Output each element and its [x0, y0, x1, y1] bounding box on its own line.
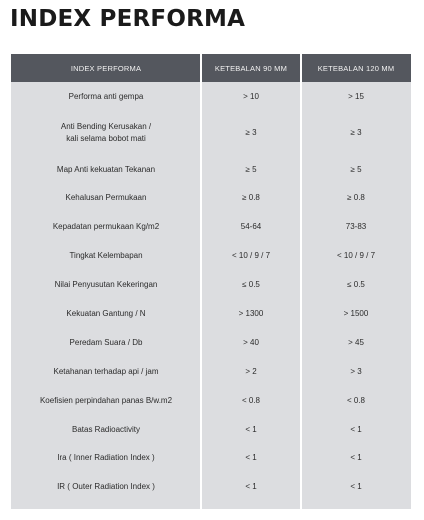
row-label: Anti Bending Kerusakan / kali selama bobot mati — [60, 122, 152, 143]
row-value-120: > 1500 — [343, 308, 369, 318]
row-value-90: < 10 / 9 / 7 — [231, 251, 271, 261]
row-value-120: < 1 — [350, 424, 362, 434]
table-row — [11, 213, 411, 242]
row-label: Ketahanan terhadap api / jam — [53, 366, 159, 376]
row-label: Peredam Suara / Db — [69, 337, 143, 347]
row-label: Ira ( Inner Radiation Index ) — [57, 453, 155, 463]
table-row — [11, 270, 411, 299]
row-value-90: 54-64 — [240, 222, 262, 232]
row-value-120: < 1 — [350, 453, 362, 463]
row-value-120: 73-83 — [345, 222, 367, 232]
row-label: IR ( Outer Radiation Index ) — [57, 482, 155, 492]
row-value-120: ≤ 0.5 — [347, 280, 365, 290]
row-value-120: ≥ 5 — [350, 164, 362, 174]
row-value-90: < 1 — [245, 482, 257, 492]
row-value-90: < 1 — [245, 453, 257, 463]
row-value-120: ≥ 0.8 — [347, 193, 365, 203]
header-ketebalan-120: KETEBALAN 120 MM — [317, 63, 395, 73]
table-row — [11, 415, 411, 444]
performance-table — [11, 54, 411, 509]
table-row — [11, 155, 411, 184]
row-label: Kepadatan permukaan Kg/m2 — [52, 222, 160, 232]
row-value-90: > 2 — [245, 366, 257, 376]
row-value-120: < 0.8 — [346, 395, 365, 405]
page-title: INDEX PERFORMA — [10, 6, 246, 32]
table-row — [11, 386, 411, 415]
table-row — [11, 111, 411, 155]
row-value-90: ≥ 3 — [245, 128, 257, 138]
row-label: Map Anti kekuatan Tekanan — [56, 164, 156, 174]
row-label: Tingkat Kelembapan — [69, 251, 143, 261]
column-divider — [300, 54, 302, 509]
header-ketebalan-90: KETEBALAN 90 MM — [214, 63, 288, 73]
row-value-120: < 1 — [350, 482, 362, 492]
row-value-90: > 40 — [243, 337, 259, 347]
column-divider — [200, 54, 202, 509]
row-value-90: < 0.8 — [241, 395, 260, 405]
row-value-120: > 15 — [348, 91, 364, 101]
table-row — [11, 444, 411, 473]
table-row — [11, 299, 411, 328]
row-value-120: > 45 — [348, 337, 364, 347]
row-label: Batas Radioactivity — [71, 424, 141, 434]
row-value-90: > 10 — [243, 91, 259, 101]
row-label: Kehalusan Permukaan — [65, 193, 147, 203]
table-row — [11, 242, 411, 271]
row-value-90: ≤ 0.5 — [242, 280, 260, 290]
table-row — [11, 184, 411, 213]
row-value-120: > 3 — [350, 366, 362, 376]
table-row — [11, 357, 411, 386]
header-index-performa: INDEX PERFORMA — [70, 63, 142, 73]
row-label: Kekuatan Gantung / N — [66, 308, 146, 318]
row-label: Koefisien perpindahan panas B/w.m2 — [39, 395, 173, 405]
table-body — [11, 82, 411, 502]
row-value-90: < 1 — [245, 424, 257, 434]
row-value-90: > 1300 — [238, 308, 264, 318]
row-label: Performa anti gempa — [68, 91, 144, 101]
row-value-120: < 10 / 9 / 7 — [336, 251, 376, 261]
row-value-120: ≥ 3 — [350, 128, 362, 138]
table-row — [11, 328, 411, 357]
table-header — [11, 54, 411, 82]
row-value-90: ≥ 5 — [245, 164, 257, 174]
table-row — [11, 82, 411, 111]
row-label: Nilai Penyusutan Kekeringan — [54, 280, 158, 290]
table-row — [11, 473, 411, 502]
row-value-90: ≥ 0.8 — [242, 193, 260, 203]
